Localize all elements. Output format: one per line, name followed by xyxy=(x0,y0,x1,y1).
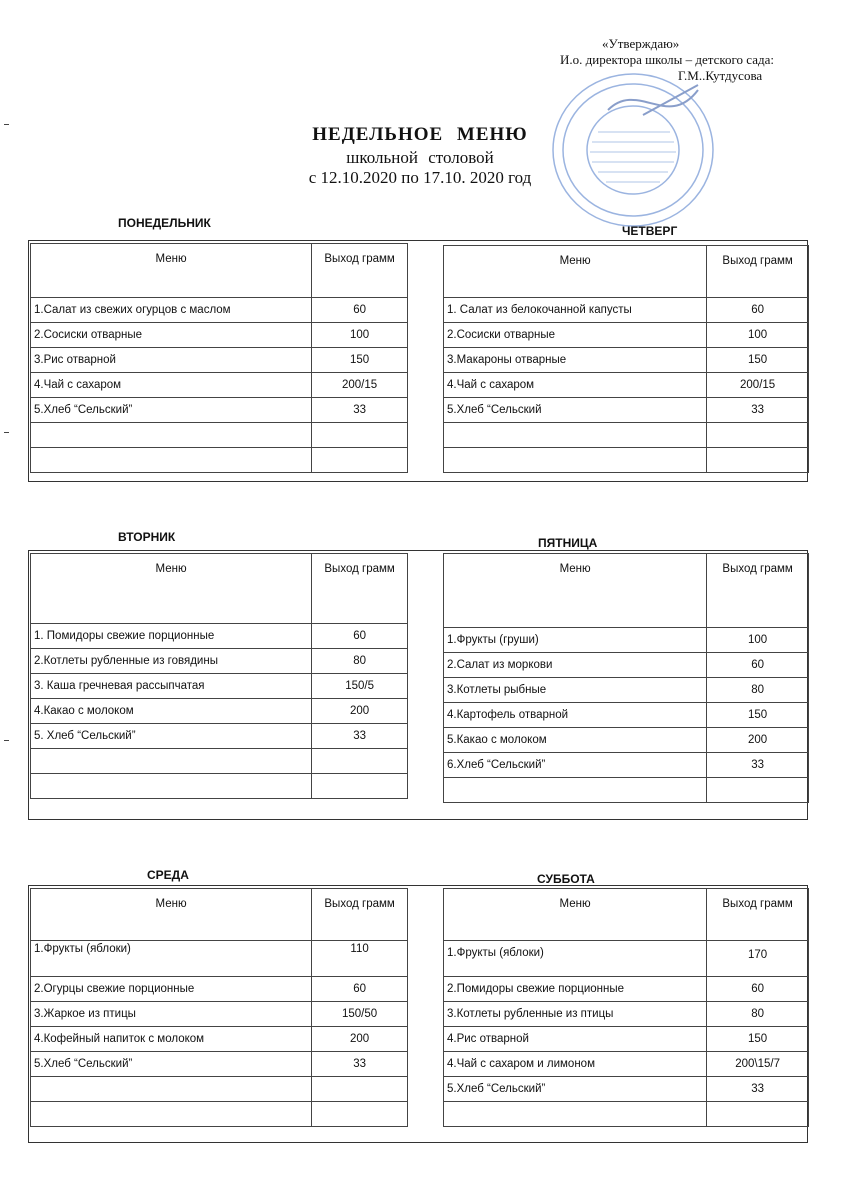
table-row xyxy=(31,977,408,1002)
table-header-row xyxy=(444,246,809,298)
grams-cell: 33 xyxy=(707,753,809,778)
grams-cell: 33 xyxy=(707,398,809,423)
table-row xyxy=(31,774,408,799)
grams-cell: 33 xyxy=(312,724,408,749)
column-header-yield: Выход грамм xyxy=(312,244,408,298)
grams-cell: 170 xyxy=(707,941,809,977)
day-title-saturday: СУББОТА xyxy=(537,872,595,886)
table-row xyxy=(31,1102,408,1127)
dish-cell xyxy=(31,749,312,774)
column-header-menu: Меню xyxy=(31,889,312,941)
dish-cell xyxy=(444,1102,707,1127)
dish-cell xyxy=(31,423,312,448)
grams-cell: 33 xyxy=(312,1052,408,1077)
table-row xyxy=(444,1102,809,1127)
dish-cell: 1.Салат из свежих огурцов с маслом xyxy=(31,298,312,323)
table-row xyxy=(31,323,408,348)
grams-cell: 60 xyxy=(312,977,408,1002)
title-period: с 12.10.2020 по 17.10. 2020 год xyxy=(308,168,532,187)
column-header-menu: Меню xyxy=(444,246,707,298)
margin-mark xyxy=(4,432,9,433)
table-row xyxy=(31,674,408,699)
menu-table-friday xyxy=(443,553,809,803)
grams-cell: 150 xyxy=(707,703,809,728)
grams-cell: 100 xyxy=(312,323,408,348)
grams-cell: 200 xyxy=(707,728,809,753)
table-row xyxy=(444,1002,809,1027)
column-header-yield: Выход грамм xyxy=(707,246,809,298)
dish-cell: 5.Хлеб “Сельский” xyxy=(444,1077,707,1102)
dish-cell: 4.Какао с молоком xyxy=(31,699,312,724)
grams-cell xyxy=(312,774,408,799)
table-row xyxy=(31,724,408,749)
table-row xyxy=(444,448,809,473)
dish-cell: 5.Хлеб “Сельский” xyxy=(31,1052,312,1077)
grams-cell: 200 xyxy=(312,1027,408,1052)
dish-cell: 3.Жаркое из птицы xyxy=(31,1002,312,1027)
grams-cell: 150/50 xyxy=(312,1002,408,1027)
column-header-yield: Выход грамм xyxy=(707,554,809,628)
table-row xyxy=(444,778,809,803)
dish-cell: 2.Сосиски отварные xyxy=(444,323,707,348)
table-row xyxy=(444,1077,809,1102)
dish-cell: 1.Фрукты (груши) xyxy=(444,628,707,653)
table-row xyxy=(444,323,809,348)
dish-cell xyxy=(31,1077,312,1102)
table-header-row xyxy=(31,244,408,298)
menu-table-monday xyxy=(30,243,408,473)
table-row xyxy=(31,699,408,724)
table-row xyxy=(444,398,809,423)
dish-cell: 6.Хлеб “Сельский” xyxy=(444,753,707,778)
table-row xyxy=(444,1052,809,1077)
dish-cell: 1.Фрукты (яблоки) xyxy=(31,941,312,977)
grams-cell xyxy=(312,448,408,473)
table-row xyxy=(31,1002,408,1027)
table-row xyxy=(444,423,809,448)
table-row xyxy=(31,423,408,448)
column-header-yield: Выход грамм xyxy=(312,889,408,941)
day-title-friday: ПЯТНИЦА xyxy=(538,536,598,550)
table-row xyxy=(31,298,408,323)
table-row xyxy=(444,753,809,778)
document-title xyxy=(230,124,610,188)
grams-cell: 150 xyxy=(707,1027,809,1052)
dish-cell: 4.Рис отварной xyxy=(444,1027,707,1052)
grams-cell: 200/15 xyxy=(312,373,408,398)
table-row xyxy=(31,398,408,423)
grams-cell: 80 xyxy=(707,1002,809,1027)
dish-cell: 2.Котлеты рубленные из говядины xyxy=(31,649,312,674)
grams-cell xyxy=(312,1102,408,1127)
grams-cell: 60 xyxy=(312,298,408,323)
dish-cell: 4.Картофель отварной xyxy=(444,703,707,728)
grams-cell: 60 xyxy=(707,298,809,323)
menu-table-thursday xyxy=(443,245,809,473)
approval-heading: «Утверждаю» xyxy=(602,36,680,51)
table-row xyxy=(31,649,408,674)
grams-cell: 33 xyxy=(707,1077,809,1102)
dish-cell: 3.Котлеты рубленные из птицы xyxy=(444,1002,707,1027)
dish-cell: 2.Сосиски отварные xyxy=(31,323,312,348)
grams-cell: 100 xyxy=(707,323,809,348)
dish-cell: 1. Помидоры свежие порционные xyxy=(31,624,312,649)
column-header-yield: Выход грамм xyxy=(312,554,408,624)
grams-cell: 150 xyxy=(312,348,408,373)
table-row xyxy=(31,941,408,977)
grams-cell: 150/5 xyxy=(312,674,408,699)
table-row xyxy=(444,703,809,728)
table-header-row xyxy=(31,889,408,941)
margin-mark xyxy=(4,124,9,125)
approval-signatory: Г.М..Кутдусова xyxy=(678,68,763,83)
grams-cell: 80 xyxy=(707,678,809,703)
table-row xyxy=(444,628,809,653)
dish-cell: 5.Хлеб “Сельский xyxy=(444,398,707,423)
grams-cell: 80 xyxy=(312,649,408,674)
dish-cell: 4.Чай с сахаром и лимоном xyxy=(444,1052,707,1077)
dish-cell xyxy=(444,448,707,473)
column-header-menu: Меню xyxy=(444,889,707,941)
dish-cell: 4.Чай с сахаром xyxy=(444,373,707,398)
grams-cell xyxy=(312,749,408,774)
dish-cell: 5. Хлеб “Сельский” xyxy=(31,724,312,749)
dish-cell: 2.Огурцы свежие порционные xyxy=(31,977,312,1002)
menu-table-tuesday xyxy=(30,553,408,799)
title-subtitle: школьной столовой xyxy=(346,148,494,167)
dish-cell: 3.Котлеты рыбные xyxy=(444,678,707,703)
column-header-menu: Меню xyxy=(444,554,707,628)
dish-cell xyxy=(31,448,312,473)
table-row xyxy=(31,1077,408,1102)
table-row xyxy=(31,749,408,774)
table-row xyxy=(444,977,809,1002)
table-row xyxy=(31,448,408,473)
grams-cell: 100 xyxy=(707,628,809,653)
table-row xyxy=(444,373,809,398)
day-title-wednesday: СРЕДА xyxy=(147,868,189,882)
dish-cell xyxy=(444,778,707,803)
grams-cell: 60 xyxy=(707,653,809,678)
table-row xyxy=(444,728,809,753)
table-row xyxy=(444,678,809,703)
table-row xyxy=(31,624,408,649)
table-row xyxy=(31,348,408,373)
dish-cell xyxy=(31,1102,312,1127)
grams-cell: 110 xyxy=(312,941,408,977)
approval-position: И.о. директора школы – детского сада: xyxy=(560,52,774,67)
grams-cell xyxy=(707,778,809,803)
column-header-menu: Меню xyxy=(31,554,312,624)
dish-cell: 4.Кофейный напиток с молоком xyxy=(31,1027,312,1052)
menu-table-wednesday xyxy=(30,888,408,1127)
grams-cell: 150 xyxy=(707,348,809,373)
day-title-tuesday: ВТОРНИК xyxy=(118,530,176,544)
dish-cell: 4.Чай с сахаром xyxy=(31,373,312,398)
dish-cell: 5.Какао с молоком xyxy=(444,728,707,753)
table-row xyxy=(31,1052,408,1077)
menu-table-saturday xyxy=(443,888,809,1127)
grams-cell: 60 xyxy=(312,624,408,649)
grams-cell xyxy=(707,423,809,448)
column-header-yield: Выход грамм xyxy=(707,889,809,941)
dish-cell: 2.Помидоры свежие порционные xyxy=(444,977,707,1002)
title-main: НЕДЕЛЬНОЕ МЕНЮ xyxy=(312,124,528,145)
dish-cell: 1.Фрукты (яблоки) xyxy=(444,941,707,977)
table-row xyxy=(31,1027,408,1052)
day-title-monday: ПОНЕДЕЛЬНИК xyxy=(118,216,211,230)
table-row xyxy=(444,298,809,323)
table-header-row xyxy=(444,889,809,941)
margin-mark xyxy=(4,740,9,741)
dish-cell: 3.Рис отварной xyxy=(31,348,312,373)
table-header-row xyxy=(444,554,809,628)
dish-cell xyxy=(444,423,707,448)
table-row xyxy=(444,653,809,678)
dish-cell: 5.Хлеб “Сельский” xyxy=(31,398,312,423)
table-row xyxy=(31,373,408,398)
dish-cell xyxy=(31,774,312,799)
dish-cell: 3. Каша гречневая рассыпчатая xyxy=(31,674,312,699)
grams-cell xyxy=(707,448,809,473)
table-row xyxy=(444,1027,809,1052)
column-header-menu: Меню xyxy=(31,244,312,298)
table-row xyxy=(444,941,809,977)
grams-cell: 33 xyxy=(312,398,408,423)
table-header-row xyxy=(31,554,408,624)
grams-cell xyxy=(707,1102,809,1127)
table-row xyxy=(444,348,809,373)
dish-cell: 1. Салат из белокочанной капусты xyxy=(444,298,707,323)
grams-cell: 200/15 xyxy=(707,373,809,398)
grams-cell xyxy=(312,1077,408,1102)
grams-cell: 200\15/7 xyxy=(707,1052,809,1077)
dish-cell: 2.Салат из моркови xyxy=(444,653,707,678)
dish-cell: 3.Макароны отварные xyxy=(444,348,707,373)
grams-cell xyxy=(312,423,408,448)
grams-cell: 60 xyxy=(707,977,809,1002)
day-title-thursday: ЧЕТВЕРГ xyxy=(622,224,678,238)
grams-cell: 200 xyxy=(312,699,408,724)
